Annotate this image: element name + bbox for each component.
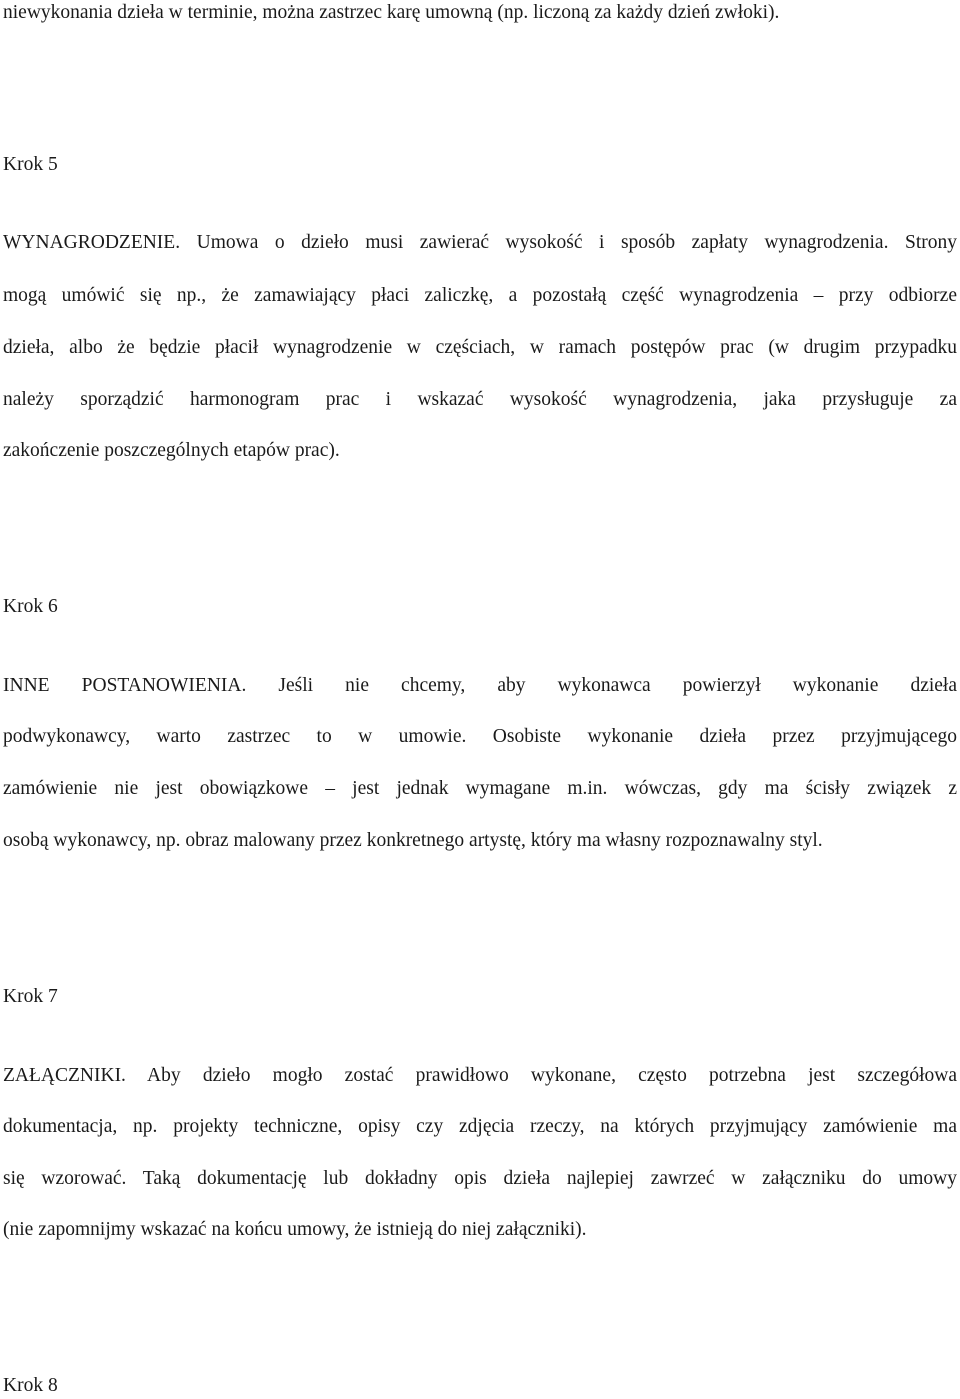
paragraph-line: zamówienie nie jest obowiązkowe – jest jednak wymagane m.in. wówczas, gdy ma ścisły związek z xyxy=(3,778,957,799)
paragraph-line: (nie zapomnijmy wskazać na końcu umowy, że istnieją do niej załączniki). xyxy=(3,1219,587,1240)
paragraph-line: podwykonawcy, warto zastrzec to w umowie. Osobiste wykonanie dzieła przez przyjmującego xyxy=(3,726,957,747)
step-6-heading: Krok 6 xyxy=(3,596,58,617)
paragraph-line: niewykonania dzieła w terminie, można zastrzec karę umowną (np. liczoną za każdy dzień zwłoki). xyxy=(3,2,780,23)
step-8-heading: Krok 8 xyxy=(3,1375,58,1396)
paragraph-line: mogą umówić się np., że zamawiający płaci zaliczkę, a pozostałą część wynagrodzenia – przy odbiorze xyxy=(3,285,957,306)
paragraph-line: INNE POSTANOWIENIA. Jeśli nie chcemy, aby wykonawca powierzył wykonanie dzieła xyxy=(3,675,957,696)
paragraph-line: WYNAGRODZENIE. Umowa o dzieło musi zawierać wysokość i sposób zapłaty wynagrodzenia. Strony xyxy=(3,232,957,253)
paragraph-line: dokumentacja, np. projekty techniczne, opisy czy zdjęcia rzeczy, na których przyjmujący zamówienie ma xyxy=(3,1116,957,1137)
step-7-heading: Krok 7 xyxy=(3,986,58,1007)
step-5-heading: Krok 5 xyxy=(3,154,58,175)
paragraph-line: zakończenie poszczególnych etapów prac). xyxy=(3,440,340,461)
paragraph-line: się wzorować. Taką dokumentację lub dokładny opis dzieła najlepiej zawrzeć w załączniku do umowy xyxy=(3,1168,957,1189)
paragraph-line: dzieła, albo że będzie płacił wynagrodzenie w częściach, w ramach postępów prac (w drugim przypadku xyxy=(3,337,957,358)
paragraph-line: osobą wykonawcy, np. obraz malowany przez konkretnego artystę, który ma własny rozpoznawalny styl. xyxy=(3,830,823,851)
paragraph-line: ZAŁĄCZNIKI. Aby dzieło mogło zostać prawidłowo wykonane, często potrzebna jest szczegółowa xyxy=(3,1065,957,1086)
paragraph-line: należy sporządzić harmonogram prac i wskazać wysokość wynagrodzenia, jaka przysługuje za xyxy=(3,389,957,410)
